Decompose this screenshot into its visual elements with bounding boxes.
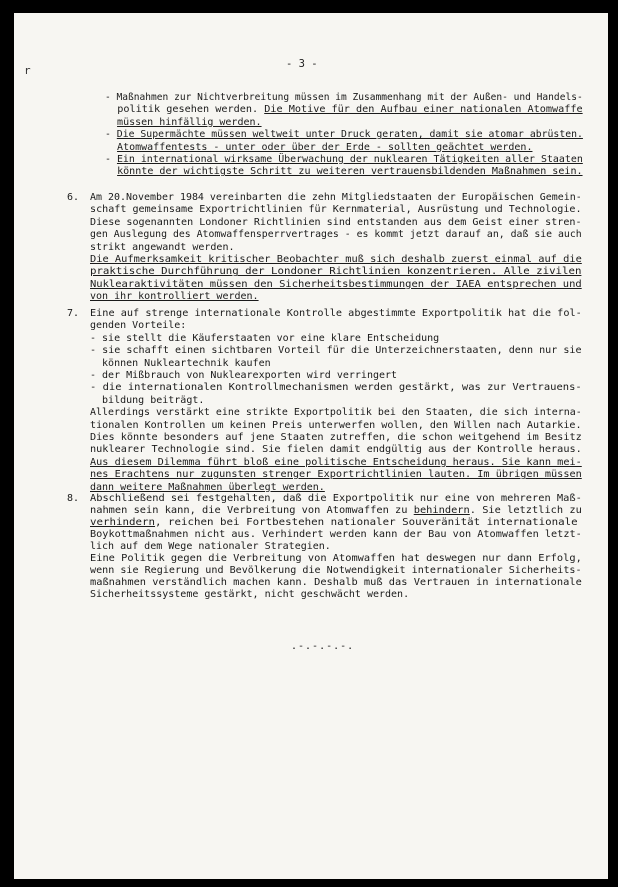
text-run: - sie schafft einen sichtbaren Vorteil für die Unterzeichnerstaaten, denn nur sie: [90, 345, 582, 357]
text-line: [90, 358, 271, 370]
text-run: Eine Politik gegen die Verbreitung von Atomwaffen hat deswegen nur dann Erfolg,: [90, 553, 582, 564]
underlined-text: behindern: [413, 505, 470, 516]
text-run: - der Mißbrauch von Nuklearexporten wird verringert: [90, 370, 398, 381]
text-run: Dies könnte besonders auf jene Staaten zutreffen, die schon weitgehend im Besitz: [90, 432, 582, 443]
text-line: [90, 266, 581, 278]
text-run: können Nukleartechnik kaufen: [90, 357, 271, 369]
text-line: [90, 370, 397, 382]
text-line: [90, 407, 582, 419]
underlined-text: Aus diesem Dilemma führt bloß eine politische Entscheidung heraus. Sie kann mei-: [90, 456, 582, 468]
text-line: [90, 395, 204, 407]
text-line: [90, 553, 582, 565]
text-run: bildung beiträgt.: [90, 394, 205, 406]
text-line: [105, 92, 583, 104]
text-line: [90, 444, 582, 456]
text-run: - Maßnahmen zur Nichtverbreitung müssen im Zusammenhang mit der Außen- und Handels-: [105, 92, 583, 103]
text-run: [105, 117, 117, 128]
underlined-text: könnte der wichtigste Schritt zu weiteren vertrauensbildenden Maßnahmen sein.: [117, 166, 583, 178]
text-line: [105, 154, 583, 166]
text-run: maßnahmen verständlich machen kann. Deshalb muß das Vertrauen in internationale: [90, 577, 582, 588]
text-run: Eine auf strenge internationale Kontrolle abgestimmte Exportpolitik hat die fol-: [90, 308, 582, 319]
section-7-number: 7.: [67, 308, 80, 319]
text-run: -: [105, 154, 117, 165]
text-run: Allerdings verstärkt eine strikte Exportpolitik bei den Staaten, die sich interna-: [90, 407, 582, 419]
underlined-text: Atomwaffentests - unter oder über der Erde - sollten geächtet werden.: [117, 141, 533, 153]
text-run: - die internationalen Kontrollmechanismen werden gestärkt, was zur Vertrauens-: [90, 382, 582, 394]
end-mark: .-.-.-.-.: [291, 641, 355, 652]
text-run: Sicherheitssysteme gestärkt, nicht geschwächt werden.: [90, 589, 410, 600]
text-run: nahmen sein kann, die Verbreitung von Atomwaffen zu: [90, 505, 414, 516]
document-page: [14, 13, 608, 879]
text-run: , reichen bei Fortbestehen nationaler Souveränität internationale: [155, 517, 578, 528]
text-line: [90, 505, 582, 517]
text-run: tionalen Kontrollen um keinen Preis unterwerfen wollen, den Willen nach Autarkie.: [90, 419, 582, 431]
text-line: [90, 382, 582, 394]
text-line: [90, 333, 439, 345]
underlined-text: praktische Durchführung der Londoner Richtlinien konzentrieren. Alle zivilen: [90, 266, 582, 278]
text-run: Abschließend sei festgehalten, daß die Exportpolitik nur eine von mehreren Maß-: [90, 493, 582, 504]
text-run: lich auf dem Wege nationaler Strategien.: [90, 541, 331, 552]
text-run: - sie stellt die Käuferstaaten vor eine klare Entscheidung: [90, 332, 440, 344]
text-line: [105, 166, 583, 178]
text-line: [90, 308, 582, 320]
underlined-text: dann weitere Maßnahmen überlegt werden.: [90, 481, 325, 493]
text-line: [90, 493, 582, 505]
text-line: [90, 565, 582, 577]
text-line: [105, 104, 583, 116]
text-line: [90, 217, 582, 229]
section-6-number: 6.: [67, 192, 80, 203]
section-8-number: 8.: [67, 493, 80, 504]
text-run: -: [105, 129, 117, 141]
text-line: [105, 129, 583, 141]
text-line: [90, 589, 409, 601]
text-run: [105, 166, 117, 177]
text-line: [105, 142, 532, 154]
text-run: . Sie letztlich zu: [469, 505, 582, 516]
text-line: [90, 577, 582, 589]
text-run: schaft gemeinsame Exportrichtlinien für Kernmaterial, Ausrüstung und Technologie.: [90, 204, 582, 216]
text-line: [90, 432, 582, 444]
text-run: Am 20.November 1984 vereinbarten die zehn Mitgliedstaaten der Europäischen Gemein-: [90, 192, 582, 203]
text-line: [90, 192, 582, 204]
underlined-text: müssen hinfällig werden.: [117, 116, 262, 128]
text-run: Diese sogenannten Londoner Richtlinien sind entstanden aus dem Geist einer stren-: [90, 216, 582, 228]
text-line: [90, 229, 582, 241]
text-run: genden Vorteile:: [90, 320, 187, 332]
text-run: [105, 142, 117, 153]
text-line: [90, 529, 582, 541]
underlined-text: Die Supermächte müssen weltweit unter Druck geraten, damit sie atomar abrüsten.: [116, 129, 583, 141]
text-line: [90, 469, 582, 481]
margin-mark: r: [24, 64, 31, 77]
text-run: wenn sie Regierung und Bevölkerung die Notwendigkeit internationaler Sicherheits-: [90, 565, 582, 576]
text-run: strikt angewandt werden.: [90, 241, 235, 253]
text-run: gen Auslegung des Atomwaffensperrvertrages - es kommt jetzt darauf an, daß sie auch: [90, 229, 582, 241]
text-line: [90, 420, 582, 432]
text-line: [90, 254, 582, 266]
text-line: [90, 242, 235, 254]
underlined-text: verhindern: [90, 517, 156, 528]
underlined-text: Die Aufmerksamkeit kritischer Beobachter muß sich deshalb zuerst einmal auf die: [90, 254, 582, 265]
text-line: [90, 345, 582, 357]
text-line: [105, 117, 262, 129]
text-line: [90, 320, 186, 332]
text-run: politik gesehen werden.: [105, 104, 265, 116]
underlined-text: von ihr kontrolliert werden.: [90, 291, 259, 303]
text-line: [90, 482, 325, 494]
underlined-text: Ein international wirksame Überwachung der nuklearen Tätigkeiten aller Staaten: [116, 154, 583, 165]
page-number: - 3 -: [286, 58, 318, 70]
text-line: [90, 457, 582, 469]
text-line: [90, 541, 331, 553]
text-run: Boykottmaßnahmen nicht aus. Verhindert werden kann der Bau von Atomwaffen letzt-: [90, 529, 582, 540]
text-line: [90, 291, 259, 303]
text-line: [90, 517, 578, 529]
text-line: [90, 279, 582, 291]
text-run: nuklearer Technologie sind. Sie fielen damit endgültig aus der Kontrolle heraus.: [90, 444, 582, 456]
underlined-text: nes Erachtens nur zugunsten strenger Exportrichtlinien lauten. Im übrigen müssen: [90, 469, 582, 481]
underlined-text: Die Motive für den Aufbau einer nationalen Atomwaffe: [264, 104, 583, 116]
underlined-text: Nuklearaktivitäten müssen den Sicherheitsbestimmungen der IAEA entsprechen und: [90, 278, 582, 290]
text-line: [90, 204, 582, 216]
